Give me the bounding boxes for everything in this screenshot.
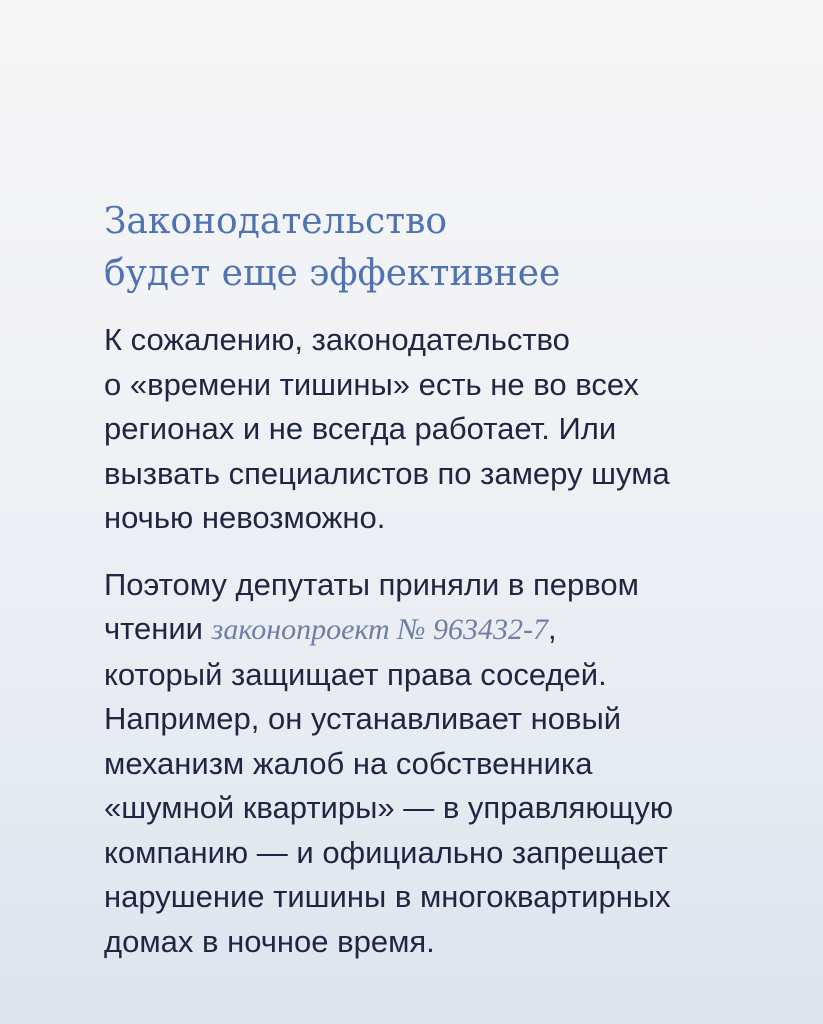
paragraph-2-line: механизм жалоб на собственника (104, 745, 593, 781)
paragraph-2-line: Поэтому депутаты приняли в первом (104, 566, 639, 602)
paragraph-2-line: компанию — и официально запрещает (104, 834, 668, 870)
paragraph-2-line-with-link (104, 607, 784, 653)
paragraph-2 (104, 563, 784, 965)
paragraph-1 (104, 318, 784, 541)
paragraph-2-line: который защищает права соседей. (104, 656, 607, 692)
paragraph-2-line: домах в ночное время. (104, 923, 435, 959)
title-line-1: Законодательство (104, 201, 448, 242)
paragraph-2-text: чтении (104, 611, 212, 646)
paragraph-1-line: регионах и не всегда работает. Или (104, 411, 617, 446)
paragraph-2-line: «шумной квартиры» — в управляющую (104, 790, 674, 825)
paragraph-2-comma: , (547, 611, 557, 646)
paragraph-1-line: о «времени тишины» есть не во всех (104, 366, 639, 402)
paragraph-1-line: К сожалению, законодательство (104, 322, 570, 357)
bill-link[interactable]: законопроект № 963432-7 (211, 613, 548, 646)
paragraph-1-line: ночью невозможно. (104, 500, 386, 535)
title-line-2: будет еще эффективнее (104, 253, 561, 294)
paragraph-2-line: Например, он устанавливает новый (104, 701, 622, 736)
paragraph-2-line: нарушение тишины в многоквартирных (104, 879, 671, 914)
page-title (104, 196, 784, 300)
paragraph-1-line: вызвать специалистов по замеру шума (104, 455, 670, 491)
content-card (104, 196, 784, 964)
